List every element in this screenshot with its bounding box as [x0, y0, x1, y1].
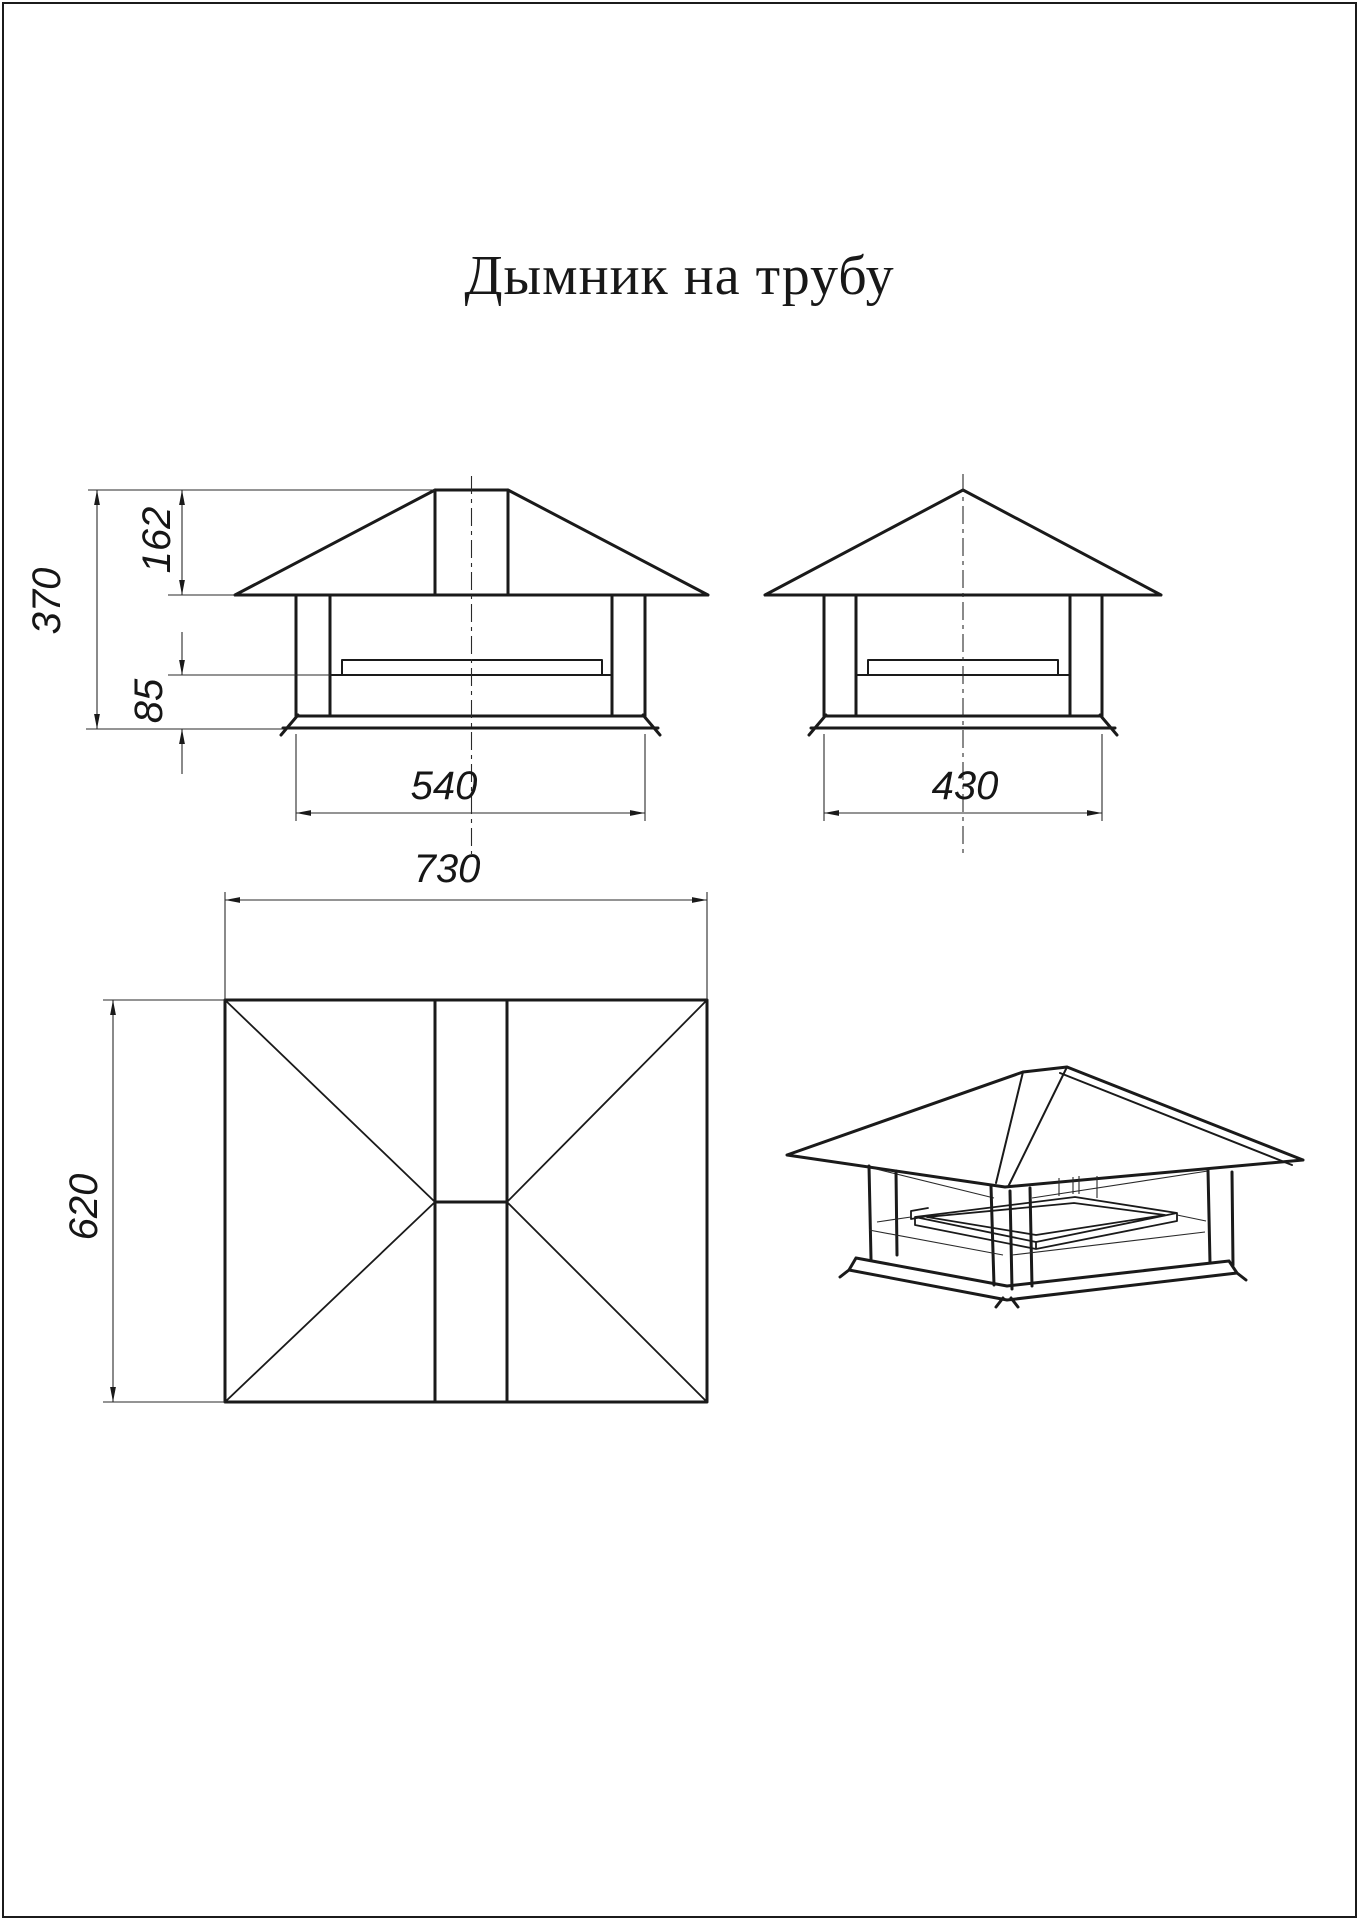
front-posts [296, 595, 645, 716]
top-view-dimensions [62, 847, 707, 1402]
dim-label-front-width: 540 [410, 764, 478, 808]
dim-label-skirt-height: 85 [127, 678, 171, 724]
dim-label-side-width: 430 [931, 764, 999, 808]
front-base-skirt [281, 715, 660, 735]
dim-label-roof-height: 162 [135, 506, 179, 574]
top-view [225, 1000, 707, 1402]
dim-label-plan-width: 730 [413, 847, 481, 891]
drawing-title: Дымник на трубу [464, 245, 895, 307]
plan-extension-lines [103, 892, 707, 1402]
iso-tray-frame [911, 1197, 1177, 1249]
iso-roof [787, 1067, 1303, 1187]
iso-roof-folds [996, 1067, 1292, 1187]
dim-label-total-height: 370 [25, 567, 69, 635]
front-view-dimensions [25, 490, 645, 821]
iso-base-skirt [840, 1258, 1246, 1307]
dim-label-plan-depth: 620 [62, 1173, 106, 1241]
plan-ridge-band [435, 1000, 507, 1402]
isometric-view [787, 1067, 1303, 1307]
